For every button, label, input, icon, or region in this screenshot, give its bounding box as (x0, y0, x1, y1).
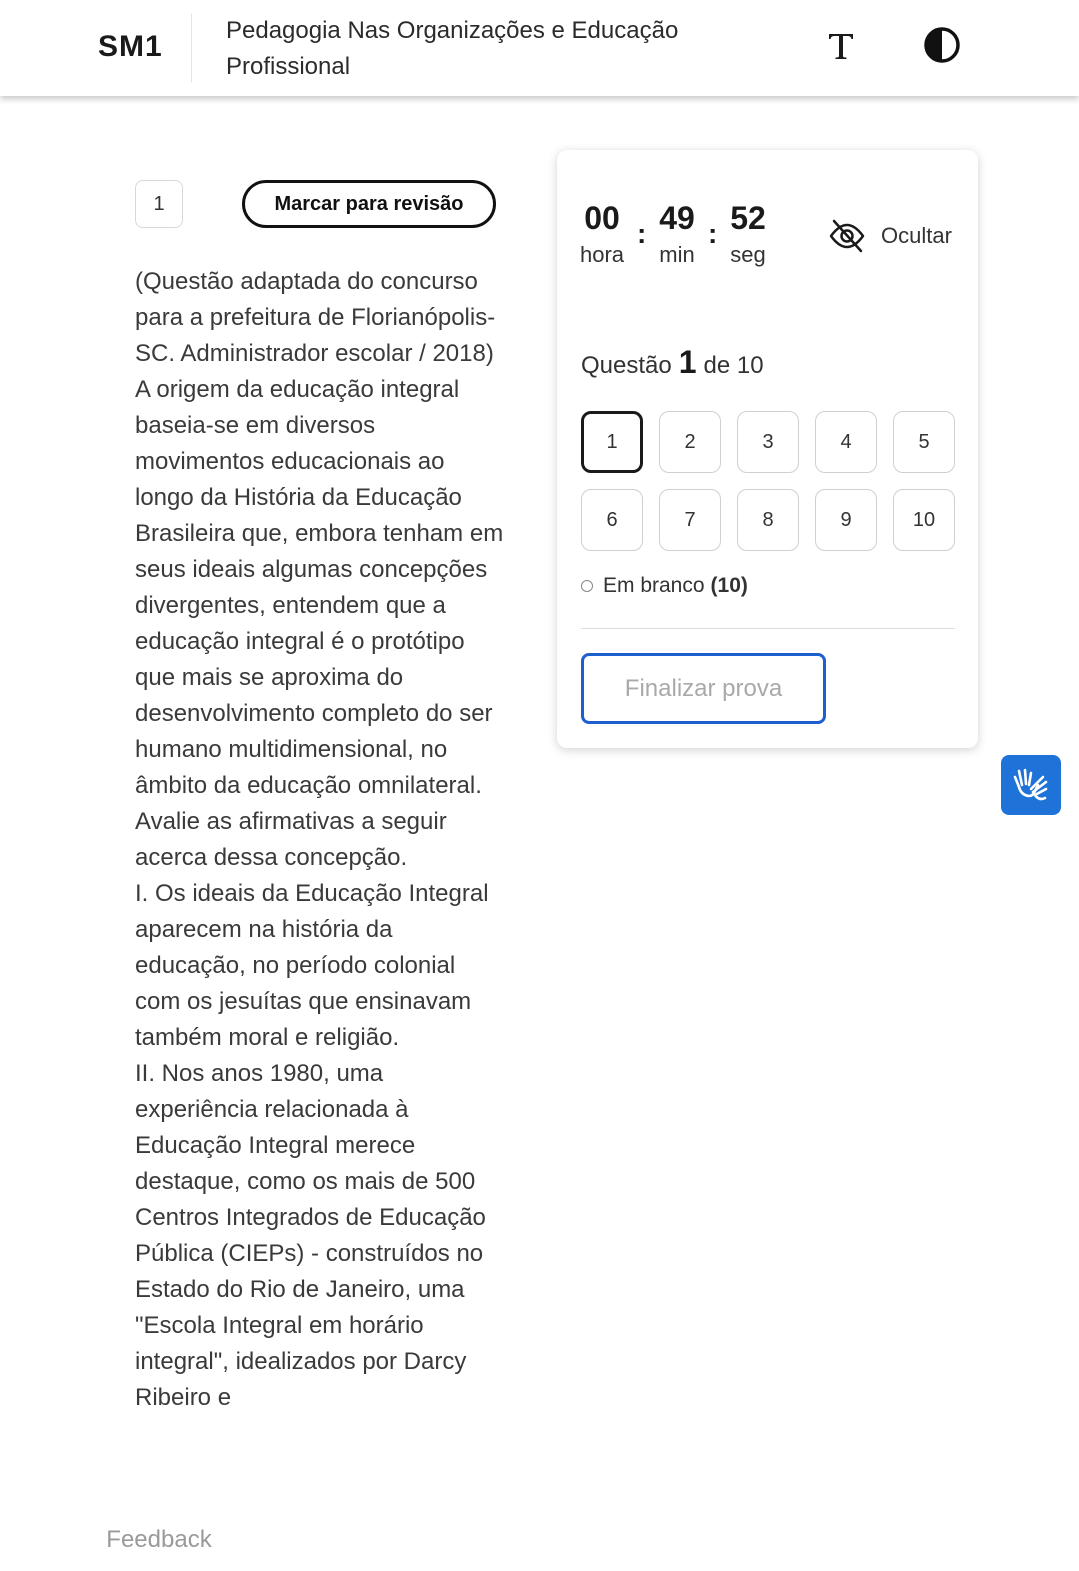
timer-seconds-value: 52 (730, 200, 766, 236)
mark-for-review-button[interactable]: Marcar para revisão (242, 180, 496, 228)
font-size-button[interactable] (818, 22, 864, 68)
app-logo[interactable]: SM1 (98, 30, 163, 63)
question-statement (135, 264, 505, 1416)
sign-language-icon (1011, 765, 1051, 805)
timer-minutes-value: 49 (659, 200, 695, 236)
app-header (0, 0, 1079, 96)
question-counter (581, 344, 764, 381)
question-nav-button-9[interactable]: 9 (815, 489, 877, 551)
timer-separator: : (708, 218, 718, 249)
question-nav-button-2[interactable]: 2 (659, 411, 721, 473)
question-nav-button-8[interactable]: 8 (737, 489, 799, 551)
contrast-button[interactable] (919, 22, 965, 68)
timer-hours-value: 00 (584, 200, 620, 236)
question-nav-button-1[interactable]: 1 (581, 411, 643, 473)
question-nav-button-5[interactable]: 5 (893, 411, 955, 473)
panel-divider (581, 628, 955, 629)
timer-minutes-label: min (659, 242, 695, 267)
question-nav-button-4[interactable]: 4 (815, 411, 877, 473)
feedback-tab[interactable]: Feedback (92, 1520, 226, 1560)
contrast-icon (923, 26, 961, 64)
exam-panel (557, 150, 978, 748)
timer-minutes (651, 198, 703, 268)
question-counter-suffix: de 10 (703, 352, 764, 379)
blank-legend (581, 574, 748, 598)
eye-off-icon (827, 216, 867, 256)
blank-legend-label: Em branco (603, 574, 705, 597)
question-counter-prefix: Questão (581, 352, 672, 379)
hide-timer-label: Ocultar (881, 223, 952, 248)
sign-language-button[interactable] (1001, 755, 1061, 815)
text-size-icon (824, 28, 858, 62)
question-nav-button-6[interactable]: 6 (581, 489, 643, 551)
course-title: Pedagogia Nas Organizações e Educação Profissional (226, 17, 679, 80)
question-number-badge: 1 (135, 180, 183, 228)
header-divider (191, 14, 192, 82)
question-paragraph: II. Nos anos 1980, uma experiência relacionada à Educação Integral merece destaque, como os mais de 500 Centros Integrados de Educação Pública (CIEPs) - construídos no Estado do Rio de Janeiro, uma "Escola Integral em horário integral", idealizados por Darcy Ribeiro e (135, 1060, 486, 1411)
timer-separator: : (637, 218, 647, 249)
question-paragraph: Avalie as afirmativas a seguir acerca dessa concepção. (135, 808, 447, 871)
question-nav-button-7[interactable]: 7 (659, 489, 721, 551)
question-paragraph: (Questão adaptada do concurso para a prefeitura de Florianópolis-SC. Administrador escolar / 2018) A origem da educação integral baseia-se em diversos movimentos educacionais ao longo da História da Educação Brasileira que, embora tenham em seus ideais algumas concepções divergentes, entendem que a educação integral é o protótipo que mais se aproxima do desenvolvimento completo do ser humano multidimensional, no âmbito da educação omnilateral. (135, 268, 504, 799)
hide-timer-button[interactable] (827, 216, 952, 256)
question-counter-current: 1 (678, 344, 697, 380)
timer-hours-label: hora (579, 242, 625, 267)
finish-exam-button[interactable]: Finalizar prova (581, 653, 826, 724)
question-navigator-grid (581, 411, 956, 551)
question-nav-button-3[interactable]: 3 (737, 411, 799, 473)
timer-hours (575, 198, 629, 268)
timer-seconds (722, 198, 774, 268)
blank-status-icon (581, 580, 593, 592)
question-nav-button-10[interactable]: 10 (893, 489, 955, 551)
blank-legend-count: (10) (710, 574, 748, 597)
timer-seconds-label: seg (730, 242, 766, 267)
question-paragraph: I. Os ideais da Educação Integral aparecem na história da educação, no período colonial com os jesuítas que ensinavam também moral e religião. (135, 880, 489, 1051)
